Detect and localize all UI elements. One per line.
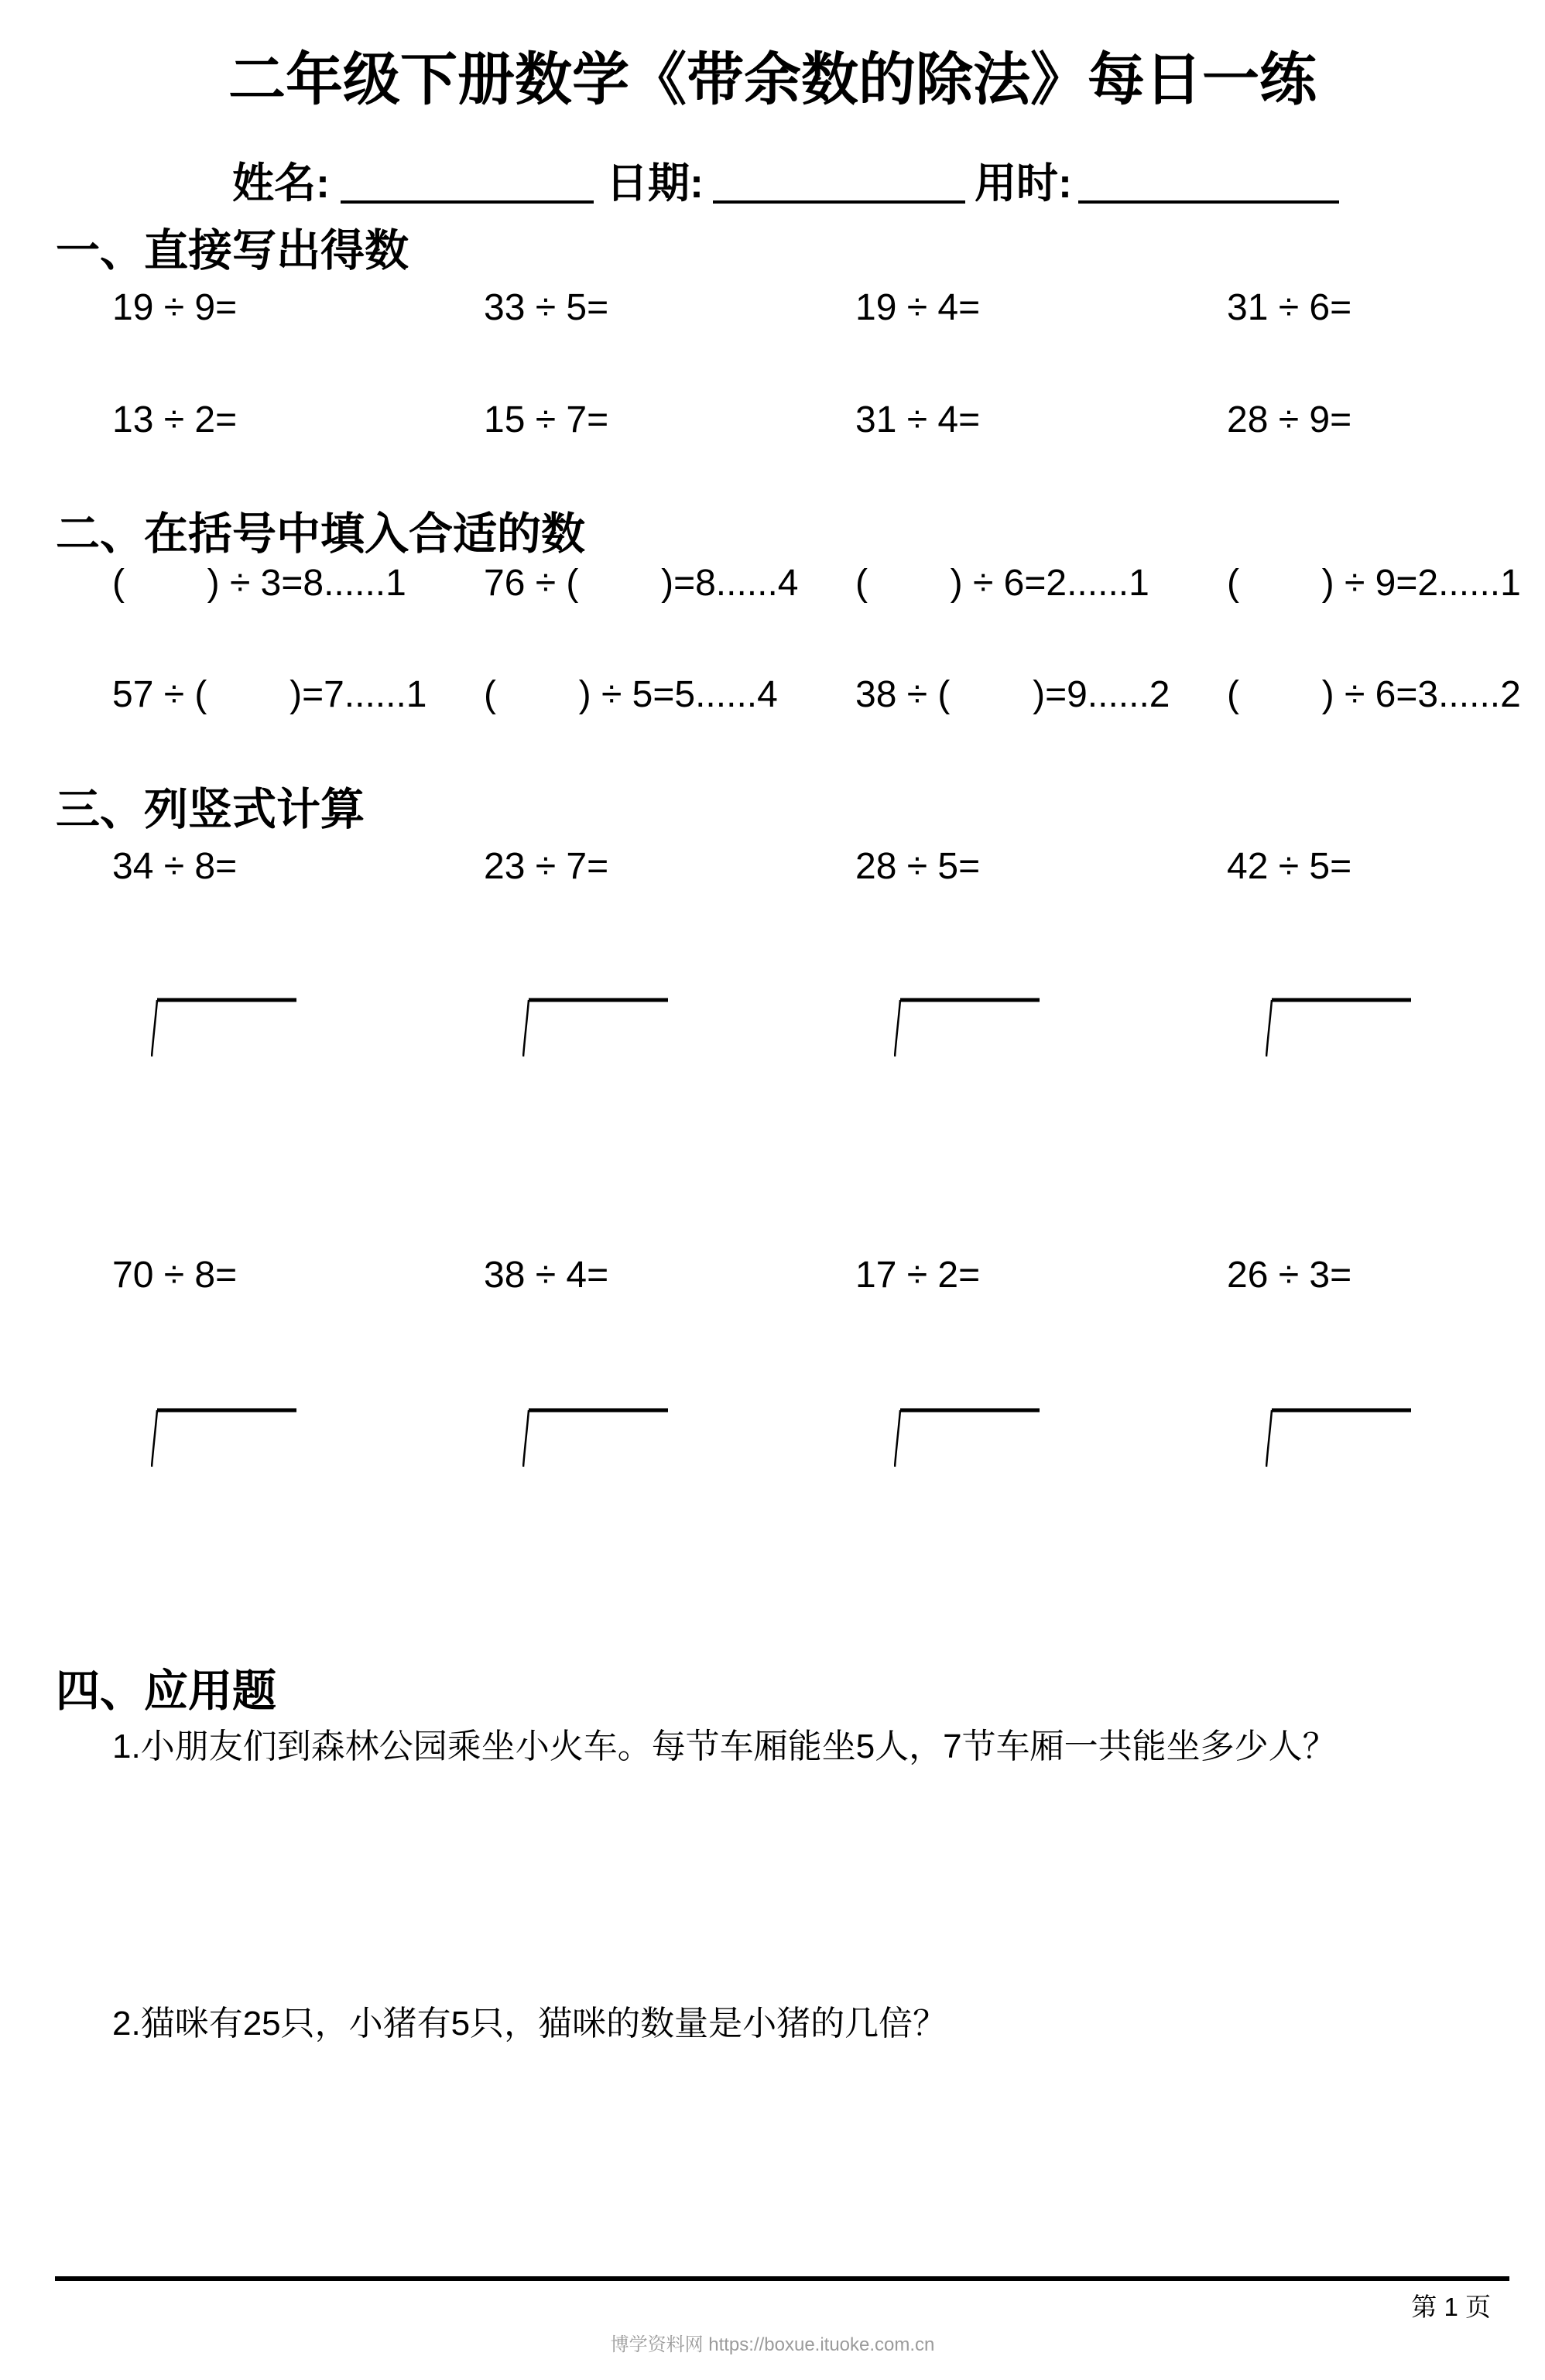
- fill-blank-problem: 76 ÷ ( )=8......4: [484, 563, 799, 604]
- section2-heading: 二、在括号中填入合适的数: [56, 509, 585, 559]
- word-problem-1: 1.小朋友们到森林公园乘坐小火车。每节车厢能坐5人，7节车厢一共能坐多少人？: [112, 1728, 1337, 1765]
- long-division-bracket: [522, 997, 894, 1059]
- name-label: 姓名:: [232, 160, 330, 207]
- division-bracket-row2: [151, 1407, 1545, 1469]
- time-label: 用时:: [974, 160, 1072, 207]
- oral-problem: 19 ÷ 4=: [855, 287, 981, 328]
- time-blank: [1078, 162, 1339, 204]
- section3-row1: [112, 845, 1545, 888]
- section2-row1: [112, 562, 1545, 604]
- oral-problem: 31 ÷ 4=: [855, 399, 981, 440]
- page-title: 二年级下册数学《带余数的除法》每日一练: [228, 47, 1317, 111]
- section2-row2: [112, 673, 1545, 716]
- long-division-bracket: [151, 997, 522, 1059]
- vertical-calc-problem: 38 ÷ 4=: [484, 1255, 609, 1296]
- name-blank: [341, 162, 594, 204]
- fill-blank-problem: ( ) ÷ 6=2......1: [855, 563, 1149, 604]
- section1-heading: 一、直接写出得数: [56, 226, 409, 276]
- oral-problem: 28 ÷ 9=: [1227, 399, 1352, 440]
- section4-heading: 四、应用题: [56, 1666, 276, 1716]
- fill-blank-problem: ( ) ÷ 9=2......1: [1227, 563, 1521, 604]
- word-problem-2: 2.猫咪有25只，小猪有5只，猫咪的数量是小猪的几倍？: [112, 2005, 947, 2043]
- date-blank: [713, 162, 965, 204]
- page-number: 第 1 页: [1411, 2293, 1491, 2321]
- fill-blank-problem: ( ) ÷ 5=5......4: [484, 674, 778, 715]
- oral-problem: 31 ÷ 6=: [1227, 287, 1352, 328]
- oral-problem: 19 ÷ 9=: [112, 287, 238, 328]
- division-bracket-row1: [151, 997, 1545, 1059]
- vertical-calc-problem: 23 ÷ 7=: [484, 846, 609, 887]
- fill-blank-problem: 57 ÷ ( )=7......1: [112, 674, 427, 715]
- section1-row2: [112, 399, 1545, 441]
- long-division-bracket: [522, 1407, 894, 1469]
- vertical-calc-problem: 42 ÷ 5=: [1227, 846, 1352, 887]
- long-division-bracket: [894, 1407, 1266, 1469]
- oral-problem: 13 ÷ 2=: [112, 399, 238, 440]
- vertical-calc-problem: 34 ÷ 8=: [112, 846, 238, 887]
- vertical-calc-problem: 70 ÷ 8=: [112, 1255, 238, 1296]
- long-division-bracket: [1266, 1407, 1545, 1469]
- student-info-row: [232, 159, 1339, 207]
- date-label: 日期:: [605, 160, 704, 207]
- oral-problem: 33 ÷ 5=: [484, 287, 609, 328]
- section3-row2: [112, 1254, 1545, 1296]
- long-division-bracket: [151, 1407, 522, 1469]
- long-division-bracket: [1266, 997, 1545, 1059]
- section3-heading: 三、列竖式计算: [56, 785, 365, 834]
- vertical-calc-problem: 28 ÷ 5=: [855, 846, 981, 887]
- fill-blank-problem: ( ) ÷ 3=8......1: [112, 563, 406, 604]
- fill-blank-problem: ( ) ÷ 6=3......2: [1227, 674, 1521, 715]
- footer-rule: [55, 2276, 1509, 2281]
- oral-problem: 15 ÷ 7=: [484, 399, 609, 440]
- vertical-calc-problem: 17 ÷ 2=: [855, 1255, 981, 1296]
- section1-row1: [112, 286, 1545, 329]
- long-division-bracket: [894, 997, 1266, 1059]
- watermark: 博学资料网 https://boxue.ituoke.com.cn: [610, 2334, 935, 2355]
- fill-blank-problem: 38 ÷ ( )=9......2: [855, 674, 1170, 715]
- vertical-calc-problem: 26 ÷ 3=: [1227, 1255, 1352, 1296]
